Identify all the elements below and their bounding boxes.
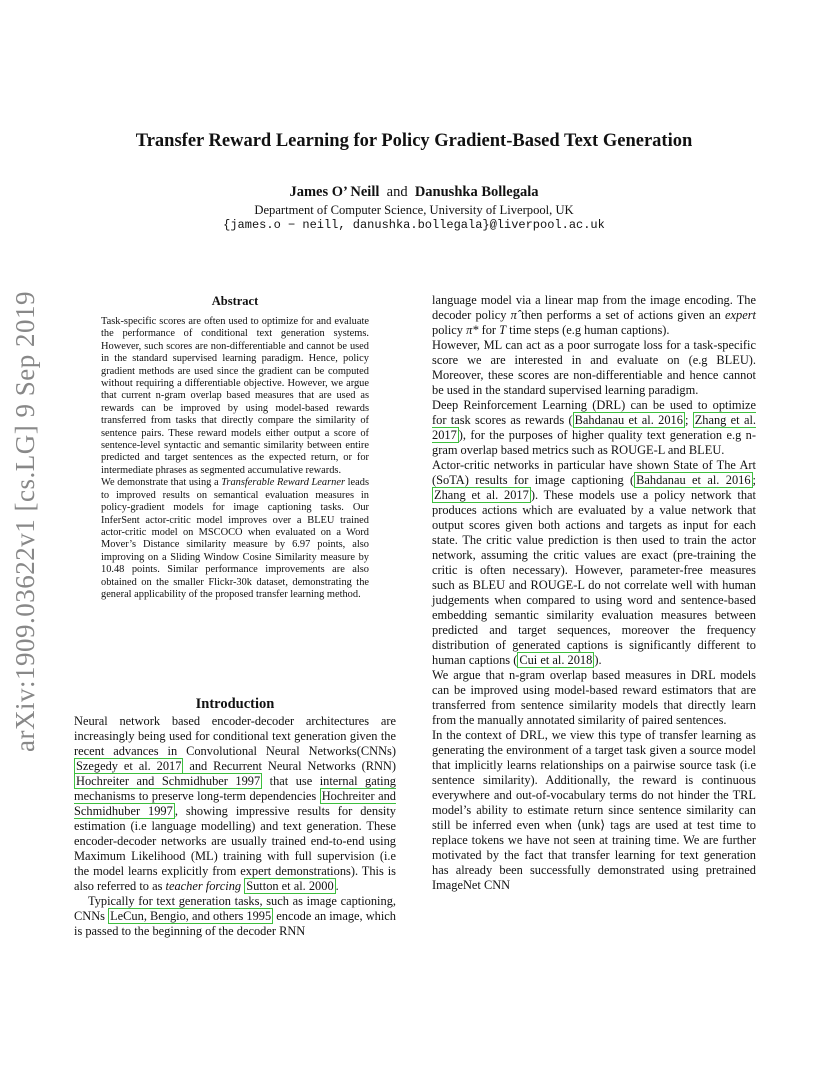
abstract-heading: Abstract (211, 294, 259, 308)
citation-link[interactable]: Hochreiter and Schmidhuber 1997 (76, 774, 261, 788)
intro-para-1: Neural network based encoder-decoder architectures are increasingly being used for conditional text generation given the recent advances in Convolutional Neural Networks(CNNs) Szegedy et al. 2017 and Recurrent Neural Networks (RNN) Hochreiter and Schmidhuber 1997 that use internal gating mechanisms to preserve long-term dependencies Hochreiter and Schmidhuber 1997 , showing impressive results for density estimation (i.e language modelling) and text generation. These encoder-decoder networks are usually trained end-to-end using Maximum Likelihood (ML) training with full supervision (i.e the model learns explicitly from expert demonstrations). This is also referred to as teacher forcing Sutton et al. 2000 . (74, 714, 397, 893)
right-para-6: In the context of DRL, we view this type of transfer learning as generating the environment of a target task given a source model that implicitly learns relationships on a pairwise source task (i.e sentence similarity). Additionally, the reward is continuous everywhere and out-of-vocabulary terms do not hinder the TRL model’s ability to estimate return since sentence similarity can still be inferred even when ⟨unk⟩ tags are used at test time to replace tokens we have not seen at training time. We are further motivated by the fact that transfer learning for text generation has already been successfully demonstrated using pretrained ImageNet CNN (432, 728, 756, 892)
affiliation: Department of Computer Science, University of Liverpool, UK (254, 203, 574, 217)
citation-link[interactable]: Zhang et al. 2017 (434, 488, 529, 502)
citation-link[interactable]: Zhang et al. 2017 (432, 413, 756, 442)
right-para-5: We argue that n-gram overlap based measures in DRL models can be improved using model-based reward estimators that are transferred from sentence similarity models that directly learn from the manually annotated similarity of paired sentences. (432, 668, 756, 727)
right-para-2: However, ML can act as a poor surrogate loss for a task-specific score we are interested in and evaluate on (e.g BLEU). Moreover, these scores are non-differentiable and hence cannot be used in the standard supervised learning paradigm. (432, 338, 756, 397)
email: {james.o − neill, danushka.bollegala}@liverpool.ac.uk (223, 218, 605, 232)
citation-link[interactable]: Bahdanau et al. 2016 (636, 473, 751, 487)
right-para-1: language model via a linear map from the image encoding. The decoder policy π̂ then performs a set of actions given an expert policy π* for T time steps (e.g human captions). (432, 293, 756, 337)
author-2: Danushka Bollegala (414, 184, 539, 200)
citation-link[interactable]: Hochreiter and Schmidhuber 1997 (74, 789, 396, 818)
citation-link[interactable]: Cui et al. 2018 (519, 653, 593, 667)
right-column (432, 293, 756, 893)
paper-title: Transfer Reward Learning for Policy Gradient-Based Text Generation (135, 131, 693, 151)
citation-link[interactable]: Szegedy et al. 2017 (76, 759, 182, 773)
intro-heading: Introduction (195, 696, 275, 712)
author-1: James O’ Neill (289, 184, 380, 200)
citation-link[interactable]: Bahdanau et al. 2016 (574, 413, 683, 427)
right-para-4: Actor-critic networks in particular have shown State of The Art (SoTA) results for image captioning ( Bahdanau et al. 2016 ; Zhang et al. 2017 ). These models use a policy network that produces actions which are evaluated by a value network that output scores given both actions and targets as input for each state. The critic value prediction is then used to train the actor network, assuming the critic values are exact (pre-training the critic is often necessary). However, parameter-free measures such as BLEU and ROUGE-L do not correlate well with human judgements when compared to using word and sentence-based embedding semantic similarity evaluation measures between predicted and target sequences, moreover the frequency distribution of generated captions is significantly different to human captions ( Cui et al. 2018 ). (432, 458, 756, 667)
abstract-para-2: We demonstrate that using a Transferable Reward Learner leads to improved results on semantical evaluation measures in policy-gradient models for image captioning tasks. Our InferSent actor-critic model improves over a BLEU trained actor-critic model on MSCOCO when evaluated on a Word Mover’s Distance similarity measure by 6.97 points, also improving on a Sliding Window Cosine Similarity measure by 10.48 points. Similar performance improvements are also obtained on the smaller Flickr-30k dataset, demonstrating the general applicability of the proposed transfer learning method. (101, 477, 369, 600)
intro-para-2: Typically for text generation tasks, such as image captioning, CNNs LeCun, Bengio, and others 1995 encode an image, which is passed to the beginning of the decoder RNN (74, 894, 396, 938)
authors (0, 184, 828, 201)
abstract (101, 316, 369, 601)
abstract-para-1: Task-specific scores are often used to optimize for and evaluate the performance of conditional text generation systems. However, such scores are non-differentiable and cannot be used in the standard supervised learning paradigm. Hence, policy gradient methods are used since the gradient can be computed without requiring a differentiable objective. However, we argue that current n-gram overlap based measures that are used as rewards can be improved by using model-based rewards transferred from tasks that directly compare the similarity of sentence pairs. These reward models either output a score of sentence-level syntactic and semantic similarity between entire predicted and target sentences as the expected return, or for intermediate phrases as segmented accumulative rewards. (101, 316, 369, 476)
right-para-3: Deep Reinforcement Learning (DRL) can be used to optimize for task scores as rewards ( Bahdanau et al. 2016 ; Zhang et al. 2017 ), for the purposes of higher quality text generation e.g n-gram overlap based metrics such as ROUGE-L and BLEU. (432, 398, 756, 457)
citation-link[interactable]: Sutton et al. 2000 (246, 879, 334, 893)
author-conjunction: and (386, 184, 408, 200)
arxiv-stamp: arXiv:1909.03622v1 [cs.LG] 9 Sep 2019 (10, 291, 40, 752)
citation-link[interactable]: LeCun, Bengio, and others 1995 (110, 909, 272, 923)
left-column (74, 714, 396, 939)
